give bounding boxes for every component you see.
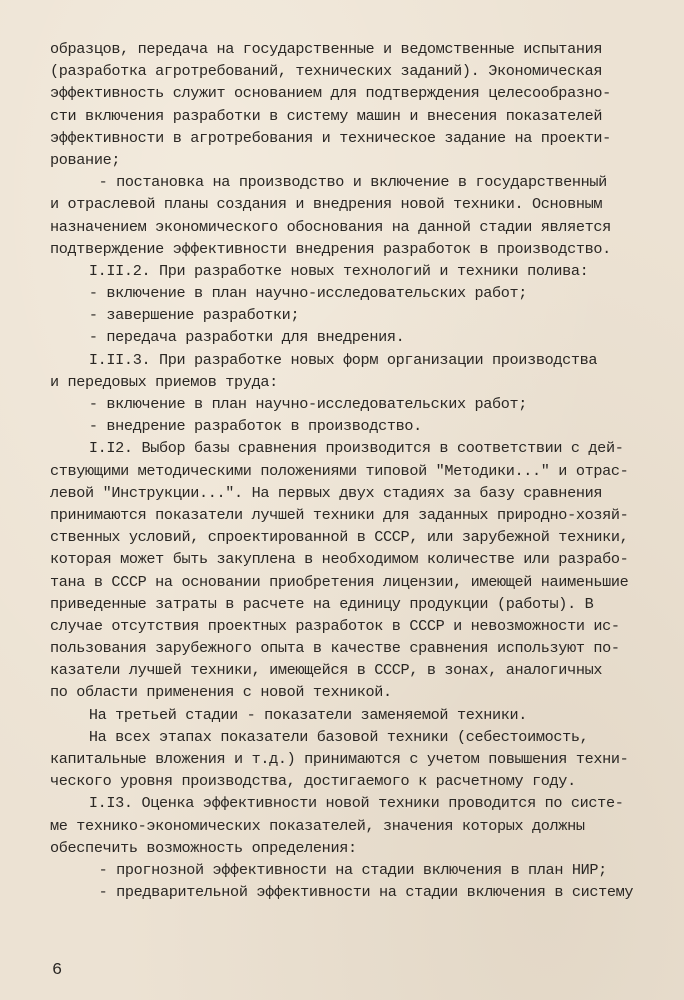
body-text	[50, 38, 680, 903]
text-line: казатели лучшей техники, имеющейся в СССР, в зонах, аналогичных	[50, 661, 603, 680]
text-line: эффективность служит основанием для подтверждения целесообразно-	[50, 84, 611, 103]
text-line: I.II.2. При разработке новых технологий и техники полива:	[88, 261, 589, 280]
text-line: подтверждение эффективности внедрения разработок в производство.	[50, 239, 611, 258]
page-number: 6	[52, 961, 63, 980]
text-line: принимаются показатели лучшей техники для заданных природно-хозяй-	[50, 505, 629, 524]
text-line: случае отсутствия проектных разработок в СССР и невозможности ис-	[50, 616, 620, 635]
text-line: На всех этапах показатели базовой техники (себестоимость,	[88, 727, 589, 746]
text-line: которая может быть закуплена в необходимом количестве или разрабо-	[50, 550, 629, 569]
text-line: эффективности в агротребования и техническое задание на проекти-	[50, 128, 611, 147]
text-line: ческого уровня производства, достигаемого к расчетному году.	[50, 772, 576, 791]
text-line: - прогнозной эффективности на стадии включения в план НИР;	[98, 860, 607, 879]
text-line: - передача разработки для внедрения.	[88, 328, 405, 347]
text-line: - включение в план научно-исследовательских работ;	[88, 284, 528, 303]
text-line: капитальные вложения и т.д.) принимаются с учетом повышения техни-	[50, 750, 629, 768]
text-line: сти включения разработки в систему машин и внесения показателей	[50, 106, 603, 125]
text-line: и отраслевой планы создания и внедрения новой техники. Основным	[50, 195, 603, 214]
text-line: рование;	[50, 150, 121, 169]
text-line: по области применения с новой техникой.	[50, 683, 392, 702]
text-line: - предварительной эффективности на стадии включения в систему	[98, 883, 634, 902]
text-line: - завершение разработки;	[88, 306, 300, 325]
text-line: ственных условий, спроектированной в СССР, или зарубежной техники,	[50, 528, 629, 547]
text-line: - включение в план научно-исследовательских работ;	[88, 395, 528, 413]
text-line: I.II.3. При разработке новых форм организации производства	[88, 350, 598, 369]
text-line: (разработка агротребований, технических заданий). Экономическая	[50, 62, 603, 81]
text-line: На третьей стадии - показатели заменяемой техники.	[88, 705, 528, 724]
text-line: пользования зарубежного опыта в качестве сравнения используют по-	[50, 639, 620, 658]
text-line: назначением экономического обоснования на данной стадии является	[50, 217, 611, 236]
text-line: левой "Инструкции...". На первых двух стадиях за базу сравнения	[50, 483, 603, 502]
text-line: ствующими методическими положениями типовой "Методики..." и отрас-	[50, 461, 629, 480]
text-line: образцов, передача на государственные и ведомственные испытания	[50, 40, 603, 58]
text-line: I.I3. Оценка эффективности новой техники проводится по систе-	[88, 794, 624, 813]
text-line: I.I2. Выбор базы сравнения производится в соответствии с дей-	[88, 439, 624, 458]
text-line: тана в СССР на основании приобретения лицензии, имеющей наименьшие	[50, 572, 629, 591]
text-line: и передовых приемов труда:	[50, 372, 278, 391]
text-line: приведенные затраты в расчете на единицу продукции (работы). В	[50, 594, 594, 613]
text-line: ме технико-экономических показателей, значения которых должны	[50, 816, 585, 835]
text-line: обеспечить возможность определения:	[50, 838, 357, 857]
text-line: - постановка на производство и включение в государственный	[98, 173, 607, 192]
text-line: - внедрение разработок в производство.	[88, 417, 422, 436]
